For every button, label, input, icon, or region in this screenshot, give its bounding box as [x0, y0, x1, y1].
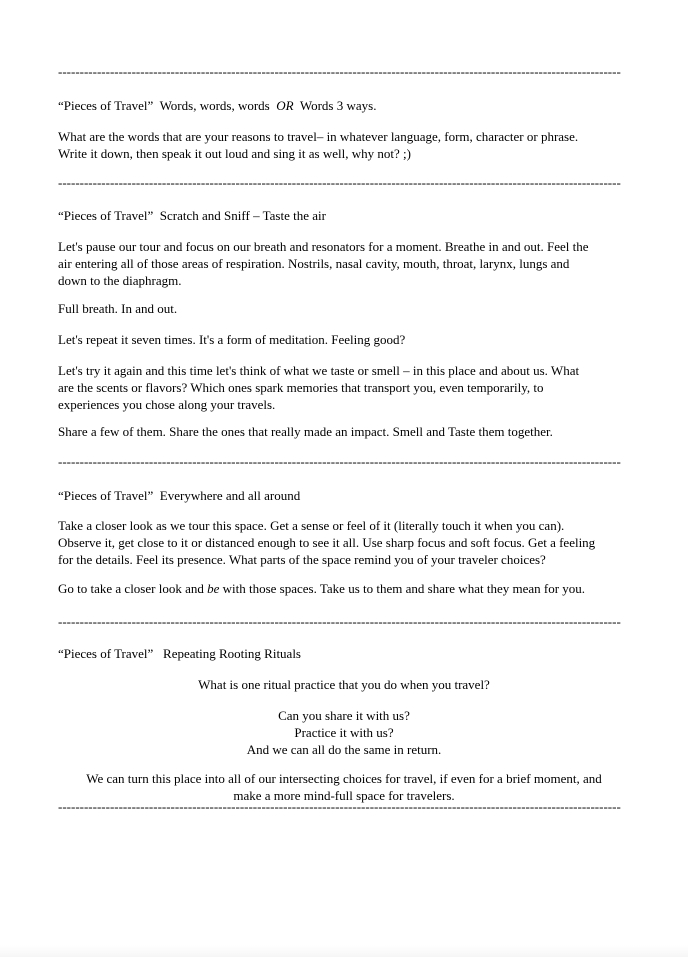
centered-paragraph: We can turn this place into all of our intersecting choices for travel, if even for a brief moment, and make a more mind-full space for travelers. — [86, 771, 602, 803]
paragraph: What are the words that are your reasons to travel– in whatever language, form, character or phrase. Write it down, then speak it out loud and sing it as well, why not? ;) — [58, 129, 579, 161]
heading-text: Words 3 ways. — [293, 98, 377, 113]
paragraph-text: with those spaces. Take us to them and share what they mean for you. — [219, 581, 586, 596]
paragraph-text: Go to take a closer look and — [58, 581, 208, 596]
section-divider: ---------------------------------------------------------------------------------------------------------------------------------- — [58, 175, 621, 190]
heading-text: “Pieces of Travel” Words, words, words — [58, 98, 277, 113]
paragraph: Let's repeat it seven times. It's a form of meditation. Feeling good? — [58, 332, 406, 347]
section-divider: ---------------------------------------------------------------------------------------------------------------------------------- — [58, 614, 621, 629]
paragraph: Let's try it again and this time let's think of what we taste or smell – in this place and about us. What are the scents or flavors? Which ones spark memories that transport you, even temporarily, to experiences you chose along your travels. — [58, 363, 580, 412]
paragraph: Share a few of them. Share the ones that really made an impact. Smell and Taste them together. — [58, 424, 553, 439]
paragraph: Let's pause our tour and focus on our breath and resonators for a moment. Breathe in and out. Feel the air entering all of those areas of respiration. Nostrils, nasal cavity, mouth, throat, larynx, lungs and down to the diaphragm. — [58, 239, 589, 288]
paragraph-italic-text: be — [207, 581, 220, 596]
section-divider: ---------------------------------------------------------------------------------------------------------------------------------- — [58, 799, 621, 814]
paragraph: Take a closer look as we tour this space. Get a sense or feel of it (literally touch it when you can). Observe it, get close to it or distanced enough to see it all. Use sharp focus and soft focus. Get a feeling for the details. Feel its presence. What parts of the space remind you of your traveler choices? — [58, 518, 596, 567]
centered-question: What is one ritual practice that you do when you travel? — [198, 677, 490, 692]
centered-lines: Can you share it with us? Practice it with us? And we can all do the same in return. — [246, 708, 442, 757]
section-divider: ---------------------------------------------------------------------------------------------------------------------------------- — [58, 454, 621, 469]
document-content — [58, 63, 630, 815]
section-heading: “Pieces of Travel” Repeating Rooting Rituals — [58, 646, 301, 661]
section-heading — [58, 97, 630, 114]
section-heading: “Pieces of Travel” Scratch and Sniff – Taste the air — [58, 208, 326, 223]
paragraph: Full breath. In and out. — [58, 301, 178, 316]
paragraph — [58, 580, 630, 597]
document-page — [0, 63, 688, 957]
section-divider: ---------------------------------------------------------------------------------------------------------------------------------- — [58, 64, 621, 79]
section-heading: “Pieces of Travel” Everywhere and all around — [58, 488, 301, 503]
heading-italic-text: OR — [276, 98, 294, 113]
